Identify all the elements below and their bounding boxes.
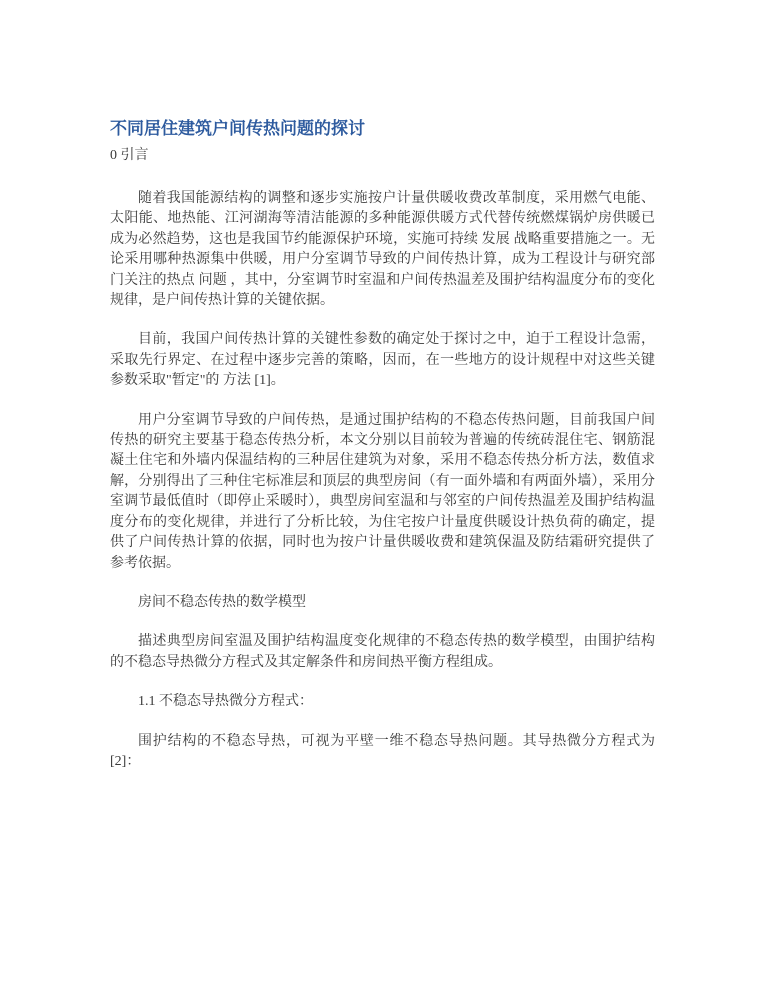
paragraph-study-scope: 用户分室调节导致的户间传热，是通过围护结构的不稳态传热问题，目前我国户间传热的研究主要基于稳态传热分析，本文分别以目前较为普遍的传统砖混住宅、钢筋混凝土住宅和外墙内保温结构的三种居住建筑为对象，采用不稳态传热分析方法，数值求解，分别得出了三种住宅标准层和顶层的典型房间（有一面外墙和有两面外墙），采用分室调节最低值时（即停止采暖时），典型房间室温和与邻室的户间传热温差及围护结构温度分布的变化规律，并进行了分析比较，为住宅按户计量度供暖设计热负荷的确定，提供了户间传热计算的依据，同时也为按户计量供暖收费和建筑保温及防结霜研究提供了参考依据。 [110,412,655,571]
section-heading-differential-equation: 1.1 不稳态导热微分方程式： [138,694,313,710]
paragraph-energy-reform-intro: 随着我国能源结构的调整和逐步实施按户计量供暖收费改革制度，采用燃气电能、太阳能、地热能、江河湖海等清洁能源的多种能源供暖方式代替传统燃煤锅炉房供暖已成为必然趋势，这也是我国节约能源保护环境，实施可持续 发展 战略重要措施之一。无论采用哪种热源集中供暖，用户分室调节导致的户间传热计算，成为工程设计与研究部门关注的热点 问题 ，其中，分室调节时室温和户间传热温差及围护结构温度分布的变化规律，是户间传热计算的关键依据。 [110,191,655,309]
document-title: 不同居住建筑户间传热问题的探讨 [110,119,365,138]
paragraph-model-description: 描述典型房间室温及围护结构温度变化规律的不稳态传热的数学模型，由围护结构的不稳态导热微分方程式及其定解条件和房间热平衡方程组成。 [110,634,655,670]
paragraph-current-parameters: 目前，我国户间传热计算的关键性参数的确定处于探讨之中，迫于工程设计急需，采取先行界定、在过程中逐步完善的策略，因而，在一些地方的设计规程中对这些关键参数采取"暂定"的 方法 [1]。 [110,332,655,389]
paragraph-equation-intro: 围护结构的不稳态导热，可视为平壁一维不稳态导热问题。其导热微分方程式为[2]： [110,733,655,769]
section-heading-introduction: 0 引言 [110,148,149,163]
section-heading-math-model: 房间不稳态传热的数学模型 [138,594,306,610]
